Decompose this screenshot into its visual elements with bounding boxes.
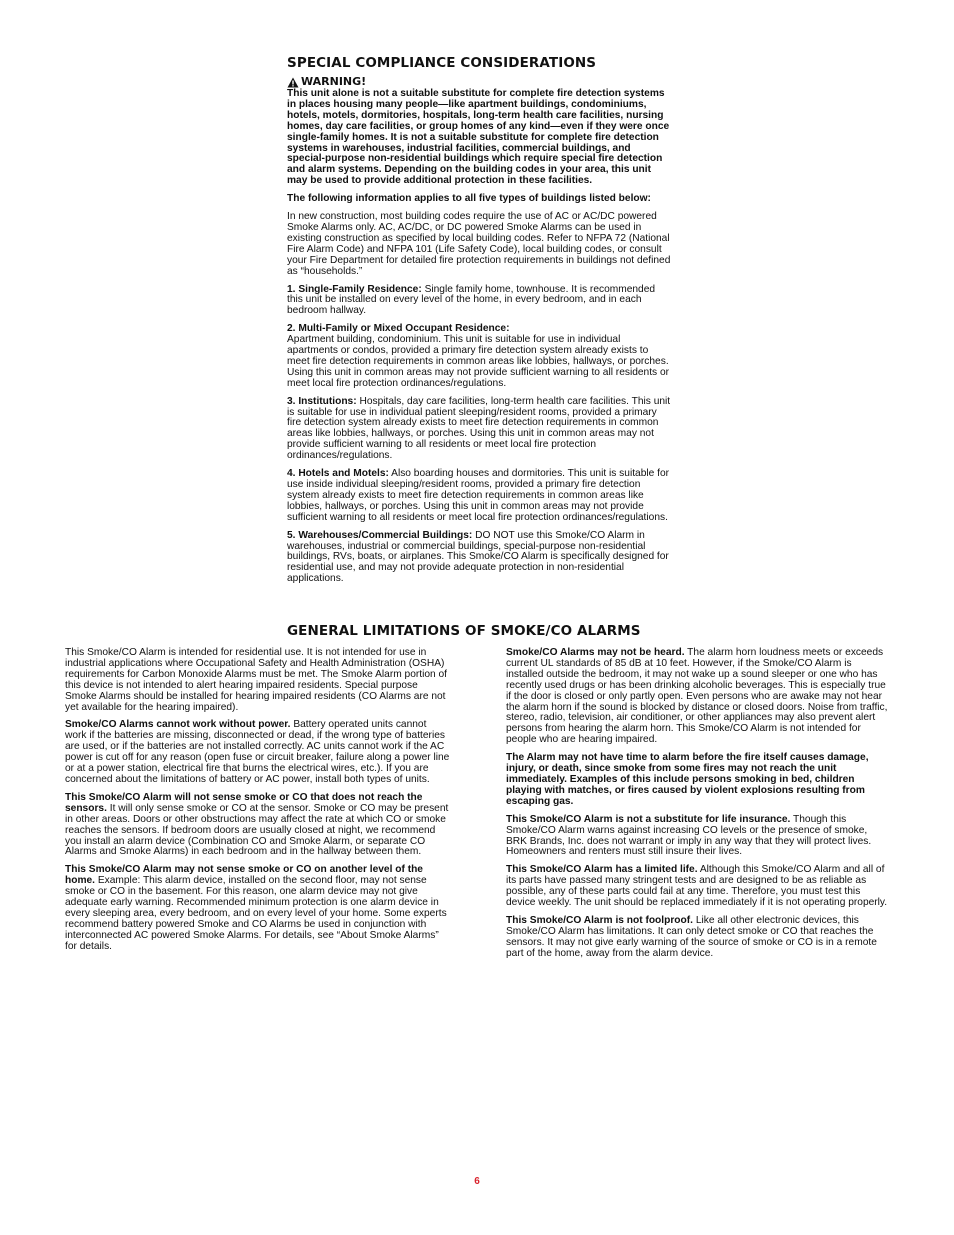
building-type-item (287, 469, 671, 524)
limitation-text: It will only sense smoke or CO at the sensor. Smoke or CO may be present in other areas. Doors or other obstructions may affect the rate at which CO or smoke reaches the sensors. If bedroom doors are usually closed at night, we recommend you install an alarm device (Combination CO and Smoke Alarm, or separate CO Alarms and Smoke Alarms) in each bedroom and in the hallway between them. (65, 802, 449, 858)
limitation-bold: This Smoke/CO Alarm may not sense smoke or CO on another level of the home. (65, 864, 423, 887)
building-type-text: Single family home, townhouse. It is recommended this unit be installed on every level of the home, in every bedroom, and in each bedroom hallway. (287, 283, 656, 317)
limitation-bold: Smoke/CO Alarms cannot work without power. (65, 719, 291, 731)
limitation-text: Although this Smoke/CO Alarm and all of its parts have passed many stringent tests and are designed to be as reliable as possible, any of these parts could fail at any time. Therefore, you must test this device weekly. The unit should be replaced immediately if it is not operating properly. (506, 864, 888, 909)
intro-text: In new construction, most building codes require the use of AC or AC/DC powered Smoke Alarms only. AC, AC/DC, or DC powered Smoke Alarms can be used in existing construction as specified by local building codes. Refer to NFPA 72 (National Fire Alarm Code) and NFPA 101 (Life Safety Code), local building codes, or consult your Fire Department for detailed fire protection requirements in buildings not defined as “households.” (287, 211, 671, 277)
limitation-text: This Smoke/CO Alarm is intended for residential use. It is not intended for use in industrial applications where Occupational Safety and Health Administration (OSHA) requirements for Carbon Monoxide Alarms must be met. The Smoke Alarm portion of this device is not intended to alert hearing impaired residents. Special purpose Smoke Alarms should be installed for hearing impaired residents (CO Alarms are not yet available for the hearing impaired). (65, 647, 448, 713)
building-type-item (287, 531, 671, 586)
limitation-text: Though this Smoke/CO Alarm warns against increasing CO levels or the presence of smoke, BRK Brands, Inc. does not warrant or imply in any way that they will protect lives. Homeowners and renters must still insure their lives. (506, 813, 872, 858)
limitation-text: Example: This alarm device, installed on the second floor, may not sense smoke or CO in the basement. For this reason, one alarm device may not give adequate early warning. Recommended minimum protection is one alarm device in every sleeping area, every bedroom, and on every level of your home. Some experts recommend battery powered Smoke and CO Alarms be used in conjunction with interconnected AC powered Smoke Alarms. For details, see “About Smoke Alarms” for details. (65, 875, 447, 952)
building-type-item (287, 397, 671, 462)
special-compliance-heading: SPECIAL COMPLIANCE CONSIDERATIONS (287, 55, 597, 71)
limitation-paragraph (65, 720, 450, 785)
limitation-paragraph (506, 753, 890, 808)
limitation-paragraph (506, 648, 890, 746)
building-type-text: Also boarding houses and dormitories. This unit is suitable for use inside individual sleeping/resident rooms, provided a primary fire detection system already exists to meet fire detection requirements in common areas like lobbies, hallways, or porches. Using this unit in common areas may not provide sufficient warning to all residents or meet local fire protection ordinances/regulations. (287, 468, 670, 523)
limitation-bold: This Smoke/CO Alarm is not a substitute for life insurance. (506, 813, 791, 825)
warning-text: This unit alone is not a suitable substitute for complete fire detection systems in places housing many people—like apartment buildings, condominiums, hotels, motels, dormitories, hospitals, long-term health care facilities, nursing homes, day care facilities, or group homes of any kind—even if they were once single-family homes. It is not a suitable substitute for complete fire detection systems in warehouses, industrial facilities, commercial buildings, and special-purpose non-residential buildings which require special fire detection and alarm systems. Depending on the building codes in your area, this unit may be used to provide additional protection in these facilities. (287, 88, 670, 187)
limitation-paragraph (65, 865, 450, 952)
intro-bold-text: The following information applies to all five types of buildings listed below: (287, 193, 651, 205)
limitation-text: Battery operated units cannot work if the batteries are missing, disconnected or dead, if the wrong type of batteries are used, or if the batteries are not installed correctly. AC units cannot work if the AC power is cut off for any reason (open fuse or circuit breaker, failure along a power line or at a power station, electrical fire that burns the electrical wires, etc.). If you are concerned about the limitations of battery or AC power, install both types of units. (65, 719, 450, 785)
limitation-paragraph (506, 815, 890, 859)
limitations-right-column (506, 648, 890, 967)
limitation-bold: This Smoke/CO Alarm will not sense smoke or CO that does not reach the sensors. (65, 791, 423, 814)
limitation-text: Like all other electronic devices, this Smoke/CO Alarm has limitations. It can only detect smoke or CO that reaches the sensors. It may not give early warning of the source of smoke or CO is in a remote part of the home, away from the alarm device. (506, 914, 877, 959)
warning-label: WARNING! (301, 75, 367, 89)
building-type-text: Hospitals, day care facilities, long-term health care facilities. This unit is suitable for use in individual patient sleeping/resident rooms, provided a primary fire detection system already exists to meet fire detection requirements in common areas like lobbies, hallways, or porches. Using this unit in common areas may not provide sufficient warning to all residents or meet local fire protection ordinances/regulations. (287, 395, 671, 462)
building-type-item (287, 324, 671, 389)
building-type-item (287, 285, 671, 318)
limitation-bold: This Smoke/CO Alarm has a limited life. (506, 864, 698, 876)
warning-triangle-icon (287, 77, 299, 88)
building-type-text: Apartment building, condominium. This unit is suitable for use in individual apartments or condos, provided a primary fire detection system already exists to meet fire detection requirements in common areas like lobbies, hallways, or porches. Using this unit in common areas may not provide sufficient warning to all residents or meet local fire protection ordinances/regulations. (287, 334, 670, 389)
limitation-paragraph (506, 865, 890, 909)
building-type-title: 3. Institutions: (287, 395, 357, 407)
building-type-title: 5. Warehouses/Commercial Buildings: (287, 529, 473, 541)
limitation-bold: Smoke/CO Alarms may not be heard. (506, 647, 685, 658)
limitations-left-column (65, 648, 450, 960)
building-type-title: 1. Single-Family Residence: (287, 283, 422, 295)
building-type-title: 4. Hotels and Motels: (287, 468, 389, 480)
page-number: 6 (474, 1176, 480, 1187)
limitation-text: The alarm horn loudness meets or exceeds current UL standards of 85 dB at 10 feet. However, if the Smoke/CO Alarm is installed outside the bedroom, it may not wake up a sound sleeper or one who has recently used drugs or has been drinking alcoholic beverages. This is especially true if the door is closed or only partly open. Even persons who are awake may not hear the alarm horn if the sound is blocked by distance or closed doors. Noise from traffic, stereo, radio, television, air conditioner, or other appliances may also prevent alert persons from hearing the alarm horn. This Smoke/CO Alarm is not intended for people who are hearing impaired. (506, 647, 888, 746)
building-type-title: 2. Multi-Family or Mixed Occupant Residence: (287, 323, 510, 335)
limitation-paragraph (65, 648, 450, 713)
limitation-bold: This Smoke/CO Alarm is not foolproof. (506, 914, 693, 926)
limitation-paragraph (506, 916, 890, 960)
warning-title (287, 77, 671, 88)
special-compliance-section (287, 77, 671, 592)
building-type-text: DO NOT use this Smoke/CO Alarm in warehouses, industrial or commercial buildings, special-purpose non-residential buildings, RVs, boats, or airplanes. This Smoke/CO Alarm is specifically designed for residential use, and may not provide adequate protection in non-residential applications. (287, 529, 669, 585)
general-limitations-heading: GENERAL LIMITATIONS OF SMOKE/CO ALARMS (287, 623, 641, 639)
limitation-bold: The Alarm may not have time to alarm before the fire itself causes damage, injury, or death, since smoke from some fires may not reach the unit immediately. Examples of this include persons smoking in bed, children playing with matches, or fires caused by violent explosions resulting from escaping gas. (506, 752, 869, 807)
limitation-paragraph (65, 793, 450, 858)
